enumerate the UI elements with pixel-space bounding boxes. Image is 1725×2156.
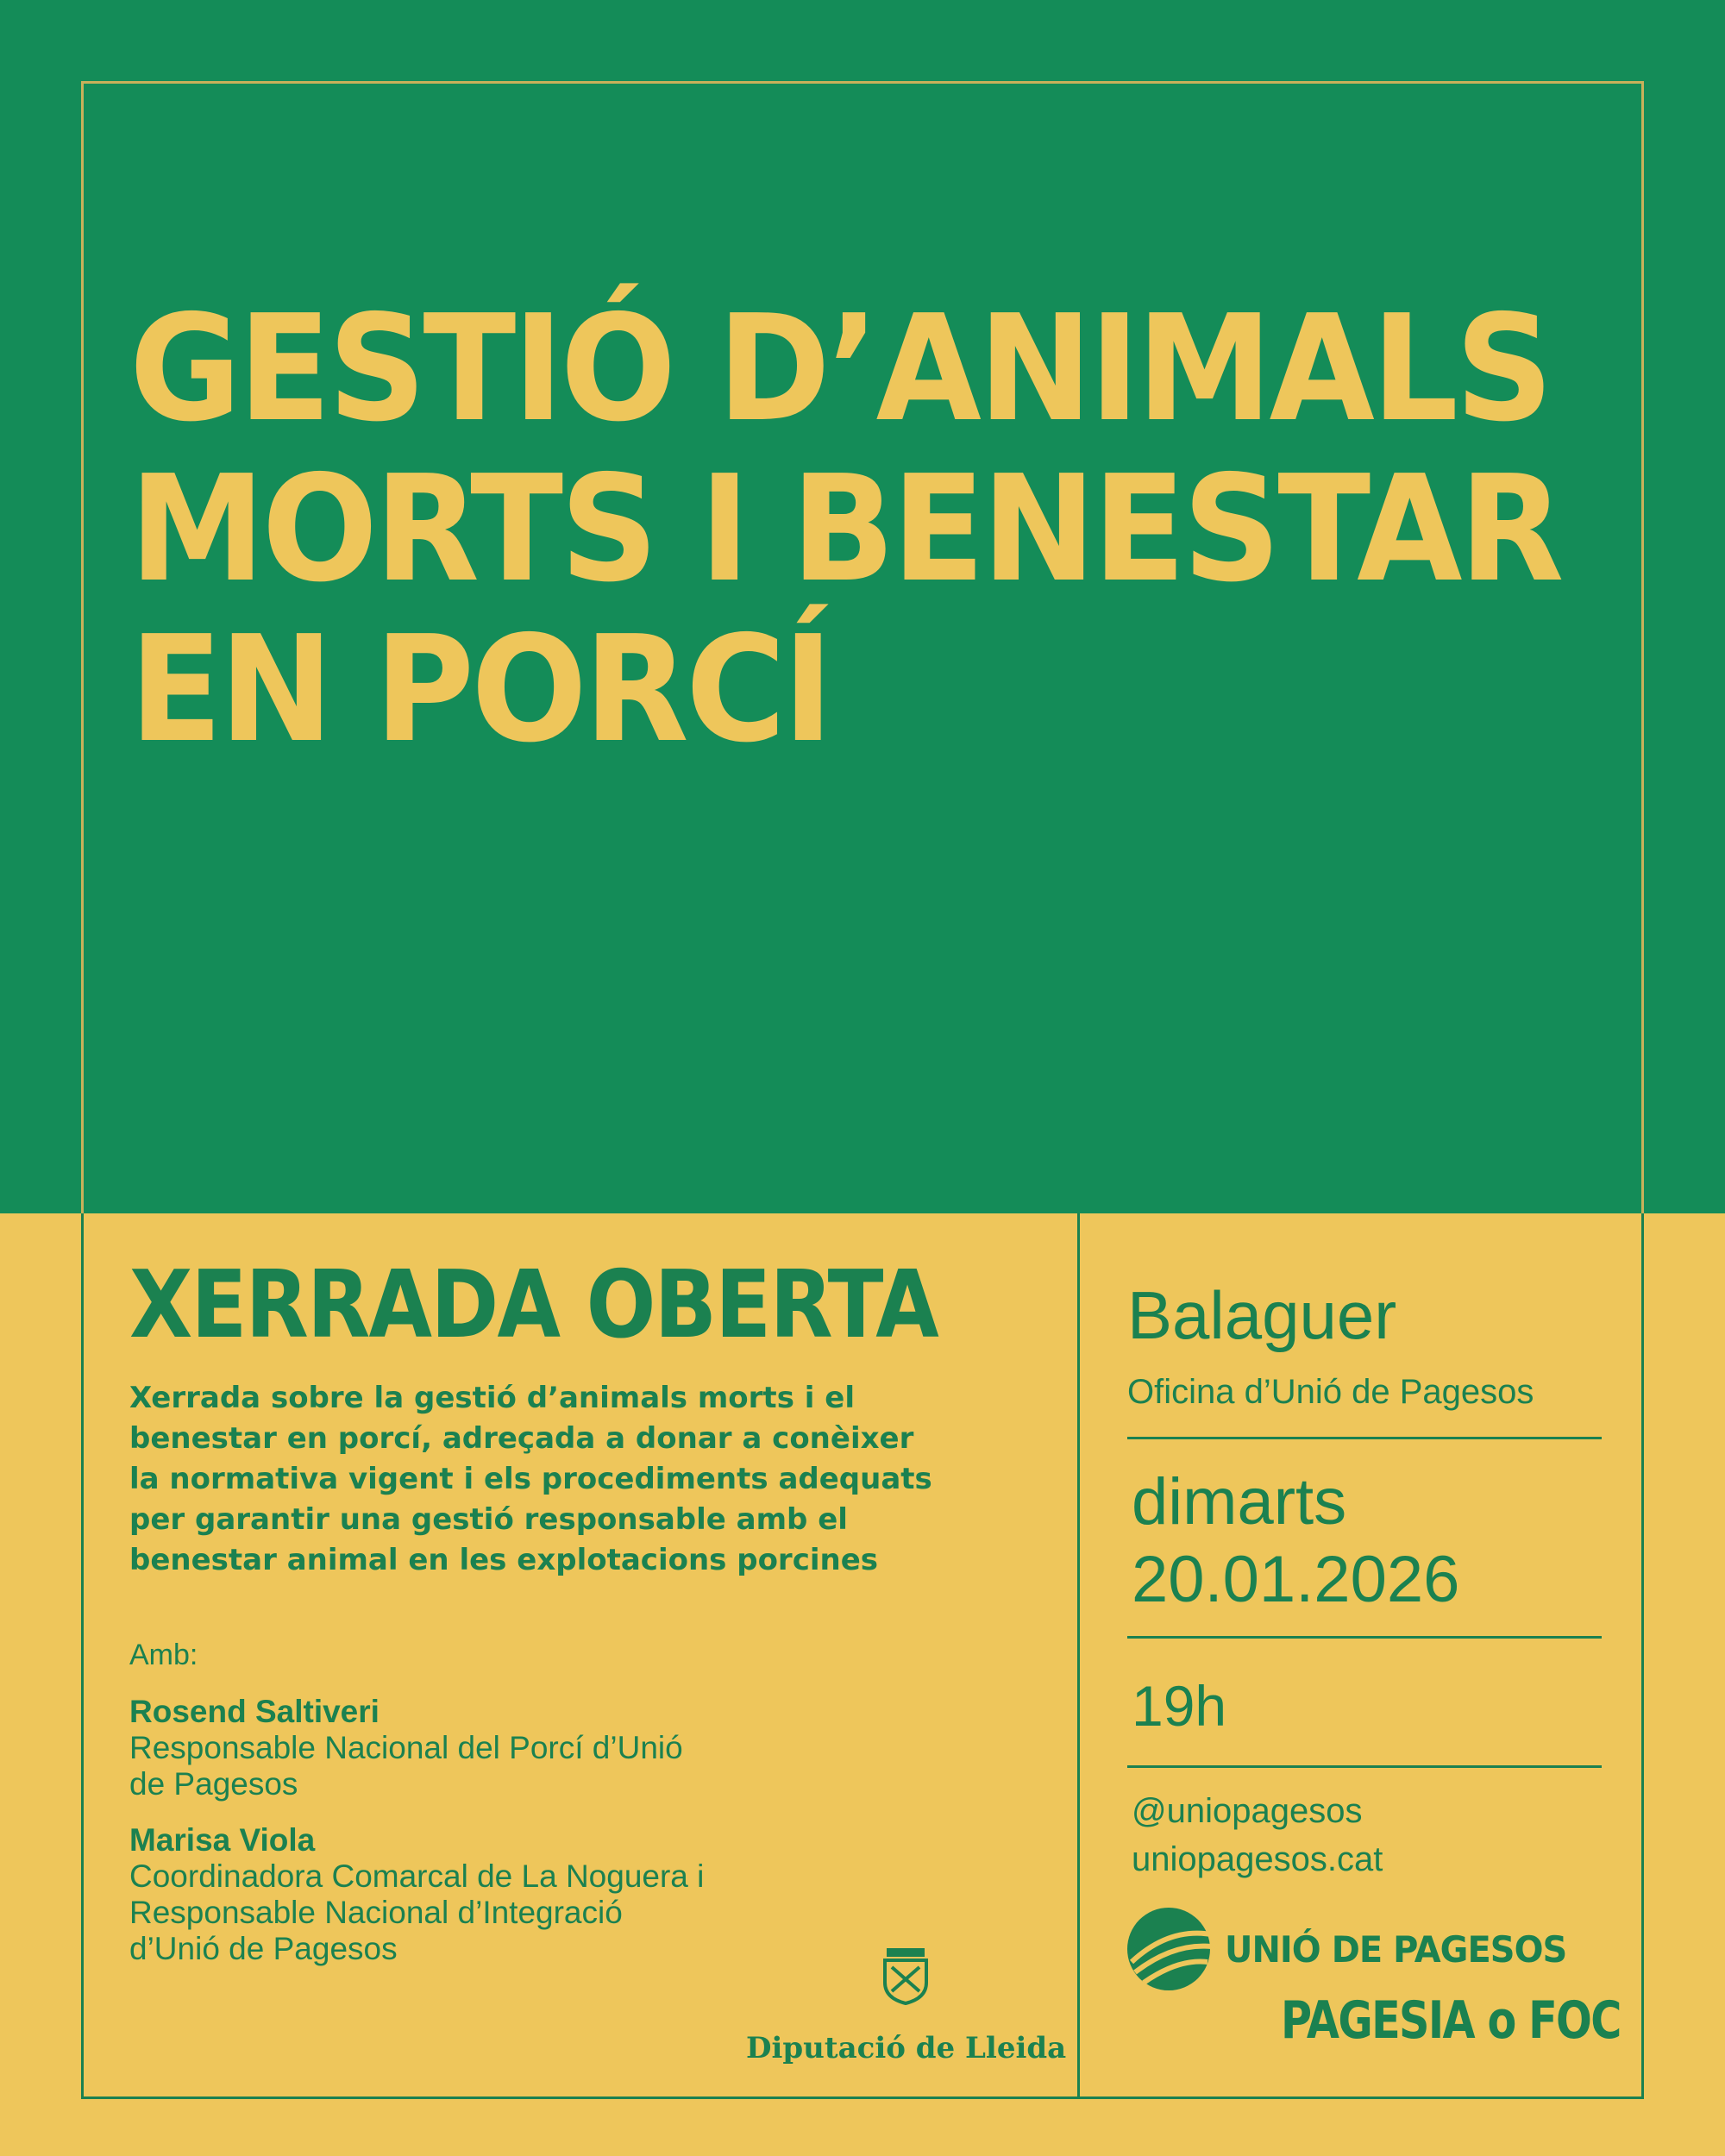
organizer-slogan: PAGESIA o FOC (1281, 1990, 1621, 2051)
crest-icon (880, 1945, 932, 2005)
description-line: per garantir una gestió responsable amb el (129, 1502, 848, 1537)
event-weekday: dimarts (1132, 1465, 1347, 1539)
title-line: GESTIÓ D’ANIMALS (129, 284, 1551, 454)
speaker (129, 1822, 992, 1967)
speaker-role: Responsable Nacional d’Integració (129, 1895, 623, 1930)
organizer-name: UNIÓ DE PAGESOS (1225, 1928, 1567, 1971)
event-description (129, 1378, 1052, 1581)
divider (1127, 1636, 1602, 1639)
speaker-name: Marisa Viola (129, 1822, 316, 1858)
description-line: la normativa vigent i els procediments adequats (129, 1462, 932, 1496)
speaker-name: Rosend Saltiveri (129, 1694, 380, 1729)
description-line: Xerrada sobre la gestió d’animals morts i el (129, 1381, 855, 1415)
speaker-role: de Pagesos (129, 1766, 298, 1802)
speaker-role: d’Unió de Pagesos (129, 1931, 398, 1966)
event-type: XERRADA OBERTA (129, 1251, 938, 1359)
with-label: Amb: (129, 1639, 198, 1671)
sponsor-name: Diputació de Lleida (746, 2031, 1067, 2065)
location-city: Balaguer (1127, 1277, 1397, 1353)
title-line: MORTS I BENESTAR (129, 444, 1561, 615)
column-divider (1077, 1213, 1080, 2099)
speaker (129, 1694, 992, 1802)
divider (1127, 1437, 1602, 1439)
event-time: 19h (1132, 1674, 1227, 1738)
divider (1127, 1765, 1602, 1768)
speaker-role: Coordinadora Comarcal de La Noguera i (129, 1858, 705, 1894)
speaker-role: Responsable Nacional del Porcí d’Unió (129, 1730, 683, 1765)
contact-website: uniopagesos.cat (1132, 1840, 1383, 1878)
location-venue: Oficina d’Unió de Pagesos (1127, 1373, 1534, 1411)
title-line: EN PORCÍ (129, 605, 831, 775)
contact-handle: @uniopagesos (1132, 1792, 1363, 1830)
union-logo-icon (1121, 1902, 1216, 1996)
description-line: benestar animal en les explotacions porcines (129, 1543, 879, 1577)
description-line: benestar en porcí, adreçada a donar a conèixer (129, 1421, 914, 1456)
event-date: 20.01.2026 (1132, 1543, 1460, 1616)
poster-title (129, 284, 1647, 775)
